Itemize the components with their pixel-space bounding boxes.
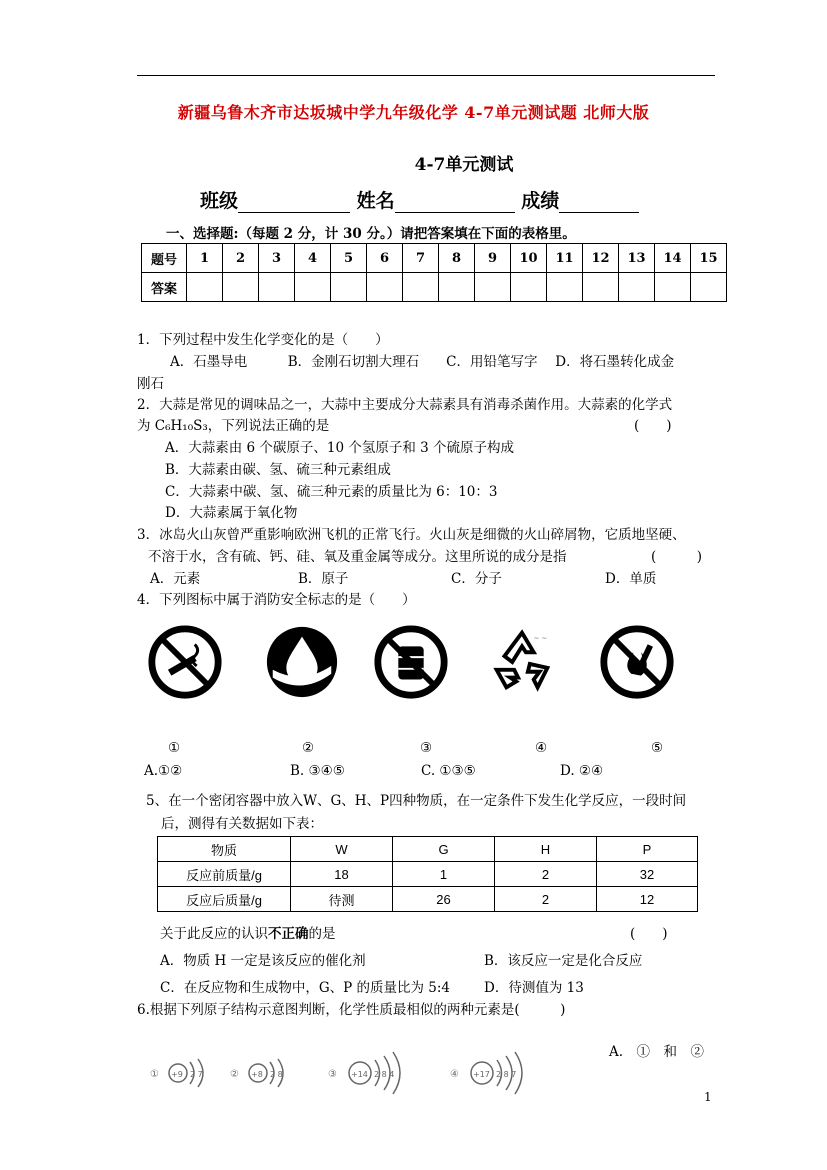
answer-row [142, 273, 727, 302]
atom-label: ② [230, 1069, 239, 1080]
q5-option-d: D．待测值为 13 [484, 980, 584, 996]
number-cell: 7 [403, 244, 439, 273]
answer-sheet [138, 140, 790, 318]
atom-label: ① [150, 1069, 159, 1080]
class-blank [238, 194, 350, 213]
number-cell: 11 [547, 244, 583, 273]
sign-label-4: ④ [535, 740, 548, 756]
q3-option-c: C．分子 [451, 571, 502, 587]
q5-question-emphasis: 不正确 [268, 926, 309, 942]
answer-cell[interactable] [439, 273, 475, 302]
q2-stem-line1: 2．大蒜是常见的调味品之一，大蒜中主要成分大蒜素具有消毒杀菌作用。大蒜素的化学式 [137, 397, 673, 413]
sign-label-1: ① [168, 740, 181, 756]
q4-option-c: C. ①③⑤ [421, 763, 476, 779]
table-cell: 1 [393, 862, 495, 887]
q3-option-d: D．单质 [605, 571, 657, 587]
q6-stem: 6.根据下列原子结构示意图判断，化学性质最相似的两种元素是( ) [137, 1002, 566, 1018]
answer-cell[interactable] [547, 273, 583, 302]
atom-label: ④ [450, 1069, 459, 1080]
number-cell: 6 [367, 244, 403, 273]
q2-paren: ( ) [634, 418, 672, 434]
table-cell: 12 [597, 887, 698, 912]
q1-options: A．石墨导电 B．金刚石切割大理石 C．用铅笔写字 D．将石墨转化成金 [170, 354, 675, 370]
q3-paren: ( ) [651, 549, 703, 565]
answer-cell[interactable] [655, 273, 691, 302]
atom-shells: 2 8 [270, 1070, 283, 1079]
answer-header: 答案 [142, 273, 187, 302]
q3-stem-line1: 3．冰岛火山灰曾严重影响欧洲飞机的正常飞行。火山灰是细微的火山碎屑物，它质地坚硬、 [137, 527, 686, 543]
table-header: P [597, 837, 698, 862]
recycling-sign-icon [483, 623, 561, 701]
score-label: 成绩 [521, 190, 560, 212]
table-cell: 反应前质量/g [158, 862, 291, 887]
answer-cell[interactable] [331, 273, 367, 302]
answer-cell[interactable] [475, 273, 511, 302]
number-cell: 13 [619, 244, 655, 273]
q5-stem-line2: 后，测得有关数据如下表： [161, 816, 323, 832]
atom-shells: 2 8 7 [496, 1070, 517, 1079]
table-header: G [393, 837, 495, 862]
class-label: 班级 [200, 190, 239, 212]
q1-options-cont: 刚石 [137, 376, 164, 392]
answer-cell[interactable] [403, 273, 439, 302]
sign-label-3: ③ [420, 740, 433, 756]
number-cell: 1 [187, 244, 223, 273]
q4-option-b: B. ③④⑤ [290, 763, 345, 779]
sheet-title: 4-7单元测试 [414, 155, 514, 175]
q2-option-d: D．大蒜素属于氧化物 [165, 505, 298, 521]
atom-nucleus: +9 [171, 1070, 183, 1079]
table-cell: 反应后质量/g [158, 887, 291, 912]
answer-cell[interactable] [511, 273, 547, 302]
q5-stem-line1: 5、在一个密闭容器中放入W、G、H、P四种物质，在一定条件下发生化学反应，一段时间 [146, 793, 687, 809]
answer-cell[interactable] [295, 273, 331, 302]
safety-signs-image [138, 615, 678, 710]
q5-question-pre: 关于此反应的认识 [160, 926, 268, 942]
q5-option-b: B．该反应一定是化合反应 [484, 953, 643, 969]
number-cell: 10 [511, 244, 547, 273]
table-header: H [495, 837, 597, 862]
answer-cell[interactable] [583, 273, 619, 302]
table-cell: 2 [495, 887, 597, 912]
q6-option-a: A. ① 和 ② [609, 1044, 705, 1060]
sign-label-5: ⑤ [651, 740, 664, 756]
reaction-data-table [157, 836, 698, 912]
q5-option-c: C．在反应物和生成物中，G、P 的质量比为 5:4 [160, 980, 451, 996]
table-header-row [158, 837, 698, 862]
no-open-flame-sign-icon [598, 623, 676, 701]
answer-cell[interactable] [691, 273, 727, 302]
table-cell: 26 [393, 887, 495, 912]
sign-label-2: ② [302, 740, 315, 756]
answer-cell[interactable] [367, 273, 403, 302]
number-cell: 9 [475, 244, 511, 273]
q3-option-a: A．元素 [150, 571, 201, 587]
q5-paren: ( ) [630, 926, 668, 942]
atom-shells: 2 7 [190, 1070, 203, 1079]
atom-diagram-svg [148, 1050, 548, 1100]
table-cell: 18 [291, 862, 393, 887]
number-cell: 8 [439, 244, 475, 273]
number-cell: 12 [583, 244, 619, 273]
answer-table [141, 243, 727, 302]
atom-structure-diagrams [148, 1050, 548, 1100]
answer-cell[interactable] [259, 273, 295, 302]
table-row [158, 887, 698, 912]
page-number: 1 [704, 1090, 712, 1104]
answer-cell[interactable] [223, 273, 259, 302]
q2-option-b: B．大蒜素由碳、氢、硫三种元素组成 [165, 462, 391, 478]
q4-stem: 4．下列图标中属于消防安全标志的是（ ） [137, 592, 416, 608]
water-saving-sign-icon [263, 623, 341, 701]
number-cell: 14 [655, 244, 691, 273]
q3-option-b: B．原子 [298, 571, 349, 587]
score-blank [559, 194, 639, 213]
no-flammable-sign-icon [372, 623, 450, 701]
table-header: W [291, 837, 393, 862]
q4-option-d: D. ②④ [560, 763, 604, 779]
svg-text:~ ~: ~ ~ [533, 634, 548, 643]
q3-stem-line2: 不溶于水，含有硫、钙、硅、氧及重金属等成分。这里所说的成分是指 [148, 549, 567, 565]
table-cell: 待测 [291, 887, 393, 912]
table-row [158, 862, 698, 887]
number-cell: 5 [331, 244, 367, 273]
number-cell: 2 [223, 244, 259, 273]
atom-nucleus: +8 [251, 1070, 263, 1079]
q2-option-a: A．大蒜素由 6 个碳原子、10 个氢原子和 3 个硫原子构成 [165, 440, 515, 456]
name-blank [395, 194, 515, 213]
table-header: 物质 [158, 837, 291, 862]
q4-option-a: A.①② [144, 763, 183, 779]
q1-stem: 1．下列过程中发生化学变化的是（ ） [137, 332, 389, 348]
header-rule [137, 75, 715, 76]
q2-stem-line2: 为 C₆H₁₀S₃，下列说法正确的是 [137, 418, 330, 434]
number-cell: 15 [691, 244, 727, 273]
section-heading: 一、选择题:（每题 2 分，计 30 分。）请把答案填在下面的表格里。 [166, 226, 576, 242]
atom-shells: 2 8 4 [374, 1070, 395, 1079]
q5-question-post: 的是 [308, 926, 336, 942]
number-row [142, 244, 727, 273]
answer-cell[interactable] [187, 273, 223, 302]
number-header: 题号 [142, 244, 187, 273]
atom-nucleus: +17 [473, 1070, 490, 1079]
student-info-row [200, 186, 639, 213]
name-label: 姓名 [356, 190, 395, 212]
q5-option-a: A．物质 H 一定是该反应的催化剂 [160, 953, 366, 969]
atom-nucleus: +14 [351, 1070, 368, 1079]
number-cell: 3 [259, 244, 295, 273]
document-title: 新疆乌鲁木齐市达坂城中学九年级化学 4-7单元测试题 北师大版 [177, 103, 650, 122]
number-cell: 4 [295, 244, 331, 273]
q2-option-c: C．大蒜素中碳、氢、硫三种元素的质量比为 6：10：3 [165, 484, 498, 500]
table-cell: 2 [495, 862, 597, 887]
q5-question [160, 922, 336, 942]
answer-cell[interactable] [619, 273, 655, 302]
atom-label: ③ [328, 1069, 337, 1080]
no-smoking-sign-icon [146, 623, 224, 701]
table-cell: 32 [597, 862, 698, 887]
